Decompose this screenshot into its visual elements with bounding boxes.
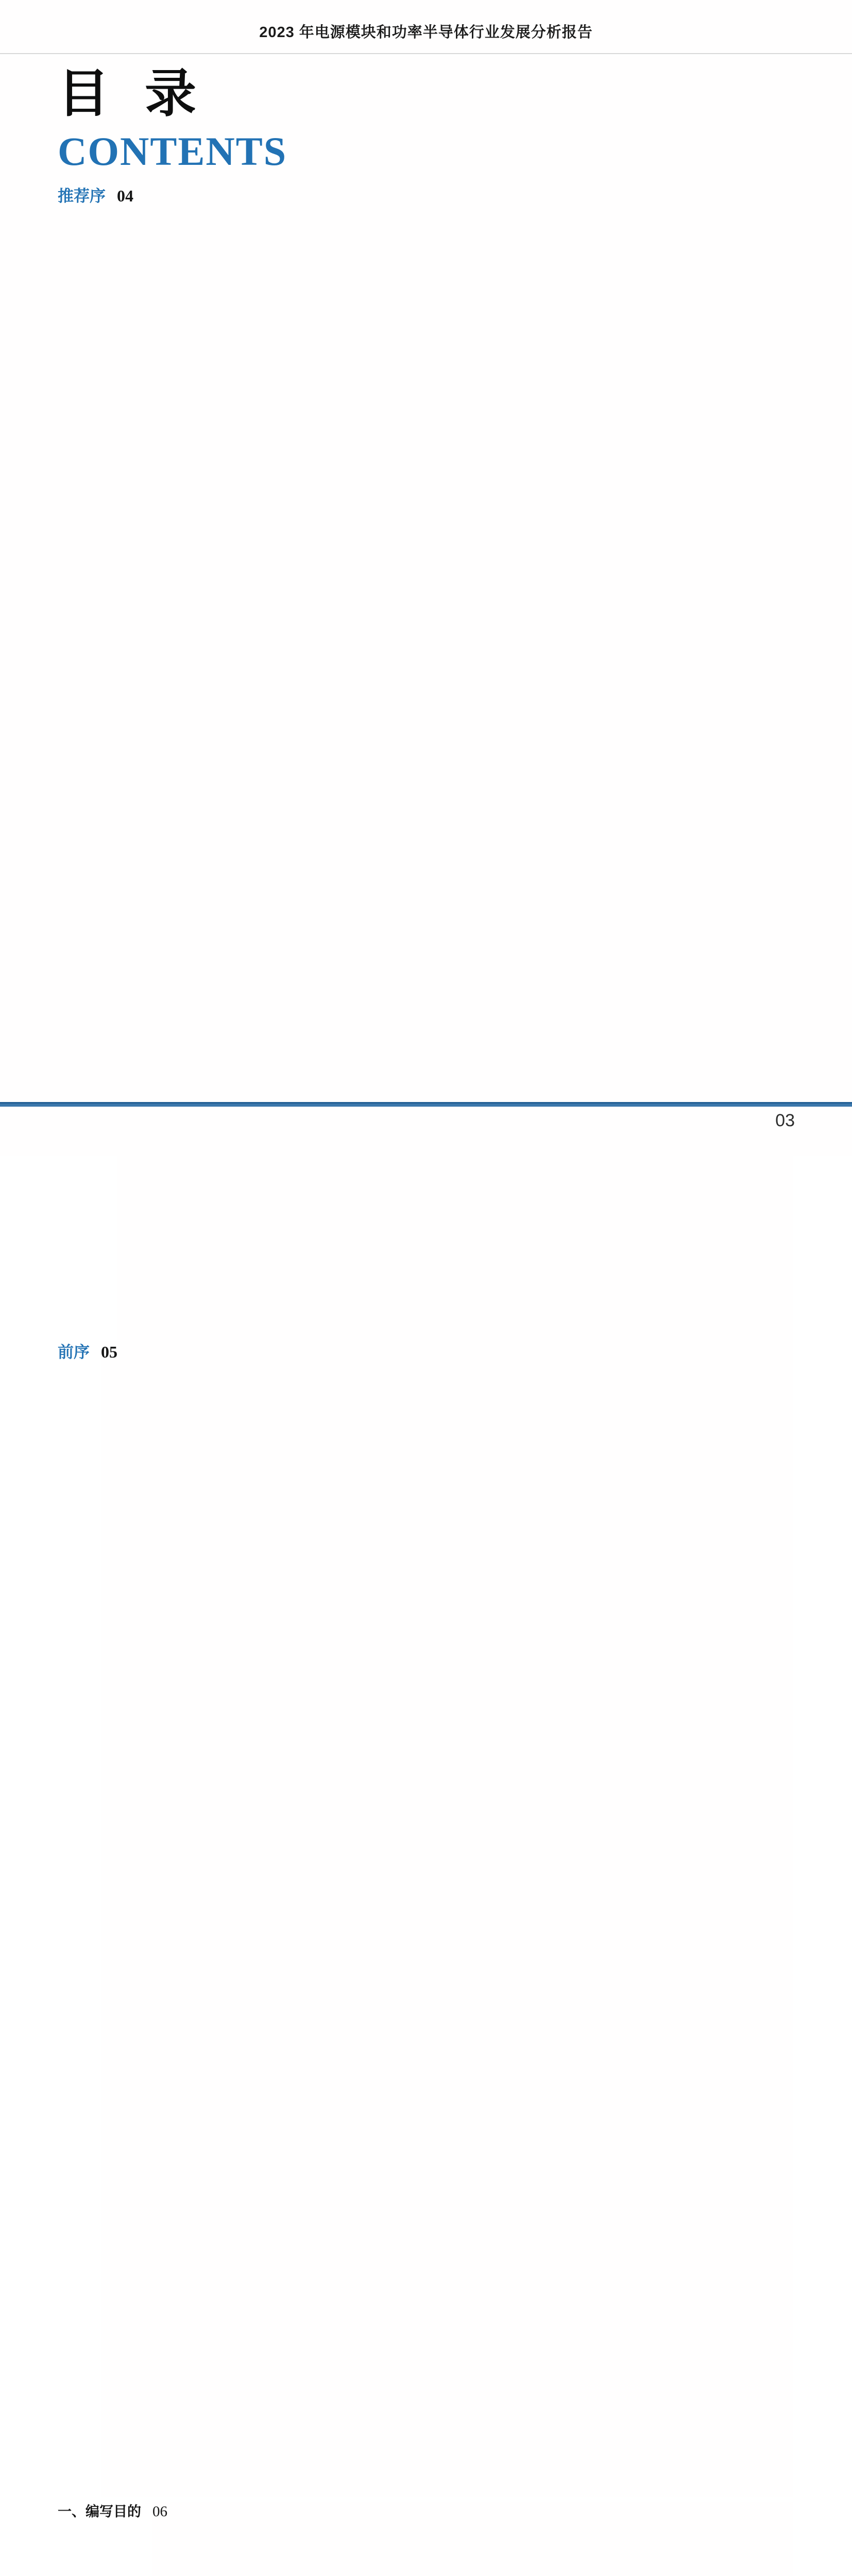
footer-divider-bar	[0, 1102, 852, 1107]
toc-title-zh: 目 录	[58, 65, 208, 123]
page-number: 03	[775, 1111, 795, 1130]
toc-container	[0, 58, 852, 2576]
toc-entry-label: 推荐序	[58, 187, 106, 205]
toc-list	[58, 185, 793, 2576]
toc-entry-page: 05	[101, 1341, 793, 2497]
toc-entry-label: 前序	[58, 1343, 90, 1361]
toc-entry	[58, 1341, 793, 2497]
toc-entry-label: 一、编写目的	[58, 2504, 141, 2519]
header-divider	[0, 53, 852, 54]
toc-entry-page: 06	[152, 2502, 793, 2576]
toc-entry	[58, 2502, 793, 2576]
toc-title-en: CONTENTS	[58, 129, 287, 174]
toc-entry	[58, 185, 793, 1341]
report-title: 2023 年电源模块和功率半导体行业发展分析报告	[259, 24, 593, 41]
toc-entry-page: 04	[117, 185, 793, 1341]
